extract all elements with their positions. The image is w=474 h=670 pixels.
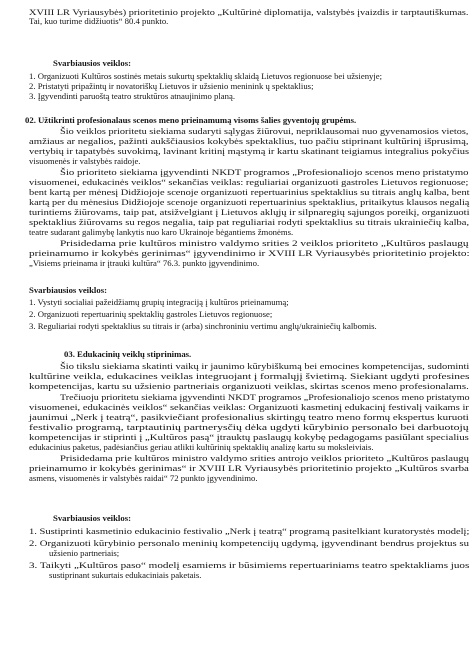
section-03-activities-heading: Svarbiausios veiklos:: [53, 513, 131, 523]
section-01-activities-heading: Svarbiausios veiklos:: [53, 58, 131, 68]
section-03-para2-line-3: jaunimui „Nerk į teatrą“, pasikviečiant profesionalius skirtingų teatro meno formų ekspertus kuruoti: [29, 412, 469, 422]
section-02-para2-line-3: bent kartą per mėnesį Didžiojoje scenoje organizuoti repertuarinius spektaklius su titrais anglų kalba, bent: [29, 187, 470, 197]
section-02-activity-3: 3. Reguliariai rodyti spektaklius su titrais ir (arba) sinchroniniu vertimu anglų/ukrainiečių kalbomis.: [29, 321, 377, 331]
section-02-para3-line-2: prieinamumo ir kokybės gerinimas“ įgyvendinimo ir XVIII LR Vyriausybės prioritetinio projekto:: [29, 248, 470, 258]
section-02-para2-line-2: visuomenei, edukacinės veiklos“ sekančias veiklas: reguliariai organizuoti gastroles Lietuvos regionuose;: [29, 177, 469, 187]
section-03-para1-line-1: Šio tikslu siekiama skatinti vaikų ir jaunimo kūrybiškumą bei emocines kompetencijas, sudominti: [60, 361, 470, 371]
section-02-para1-line-3: vertybių ir tapatybės suvokimą, lavinant kritinį mąstymą ir kartu skatinant teigiamus integralius pokyčius: [29, 146, 470, 156]
section-03-para2-line-6: edukacinius paketus, padėsiančius geriau atlikti kultūrinių spektaklių analizę kartu su moksleiviais.: [29, 442, 374, 452]
intro-line-2: Tai, kuo turime didžiuotis“ 80.4 punkto.: [29, 16, 169, 26]
section-03-para2-line-4: festivalio programą, tarptautinių partnerysčių dėka ugdyti kūrybinio personalo bei darbuotojų: [29, 422, 469, 432]
section-02-para3-line-3: „Visiems prieinama ir įtrauki kultūra“ 76.3. punkto įgyvendinimo.: [29, 258, 260, 268]
section-01-activity-2: 2. Pristatyti pripažintų ir novatoriškų Lietuvos ir užsienio meninink ų spektaklius;: [29, 81, 314, 91]
section-03-activity-2-cont: užsienio partneriais;: [49, 548, 120, 558]
section-02-activity-2: 2. Organizuoti repertuarinių spektaklių gastroles Lietuvos regionuose;: [29, 309, 273, 319]
section-01-activity-1: 1. Organizuoti Kultūros sostinės metais sukurtų spektaklių sklaidą Lietuvos regionuose bei užsienyje;: [29, 71, 383, 81]
section-02-activity-1: 1. Vystyti socialiai pažeidžiamų grupių integraciją į kultūros prieinamumą;: [29, 297, 289, 307]
section-02-para2-line-7: teatre sudarant galimybę lankytis nuo karo Ukrainoje bėgantiems žmonėms.: [29, 227, 294, 237]
section-02-para1-line-2: amžiaus ar negalios, pažinti aukščiausios kokybės spektaklius, tuo pačiu stiprinant kultūrinį išprusimą,: [29, 136, 469, 146]
section-02-para2-line-6: spektaklius žiūrovams su regos negalia, taip pat reguliariai rodyti spektaklius su titrais ukrainiečių kalba,: [29, 217, 470, 227]
section-03-heading: 03. Edukacinių veiklų stiprinimas.: [64, 349, 192, 359]
section-02-para2-line-1: Šio prioriteto siekiama įgyvendinti NKDT programos „Profesionaliojo scenos meno pristatymo: [60, 167, 469, 177]
section-01-activity-3: 3. Įgyvendinti paruoštą teatro struktūros atnaujinimo planą.: [29, 91, 236, 101]
section-02-para1-line-1: Šio veiklos prioritetu siekiama sudaryti sąlygas žiūrovui, nepriklausomai nuo gyvenamosios vietos,: [60, 126, 469, 136]
section-03-activity-2: 2. Organizuoti kūrybinio personalo meninių kompetencijų ugdymą, įgyvendinant bendrus projektus su: [29, 538, 469, 548]
section-02-para1-line-4: visuomenės ir valstybės raidoje.: [29, 156, 141, 166]
section-03-para2-line-5: kompetencijas ir stiprinti į „Kultūros pasą“ įtrauktų paslaugų kokybę pedagogams pasiūlant specialius: [29, 432, 469, 442]
section-03-activity-3: 3. Taikyti „Kultūros paso“ modelį esamiems ir būsimiems repertuariniams teatro spektakliams juos: [29, 560, 470, 570]
section-03-para1-line-2: kultūrine veikla, edukacines veiklas integruojant į formalųjį švietimą. Siekiant ugdyti profesines: [29, 371, 470, 381]
section-03-activity-1: 1. Sustiprinti kasmetinio edukacinio festivalio „Nerk į teatrą“ programą pasitelkiant kuratorystės modelį;: [29, 526, 470, 536]
section-02-para3-line-1: Prisidedama prie kultūros ministro valdymo srities 2 veiklos prioriteto „Kultūros paslaugų: [60, 238, 469, 248]
section-02-heading: 02. Užtikrinti profesionalaus scenos meno prieinamumą visoms šalies gyventojų grupėms.: [25, 115, 357, 125]
section-02-para2-line-5: turintiems žiūrovams, taip pat, atsižvelgiant į Lietuvos aklųjų ir silpnaregių sąjungos poreikį, organizuoti: [29, 207, 470, 217]
section-03-para1-line-3: kompetencijas, kartu su užsienio partneriais organizuoti veiklas, skirtas scenos meno profesionalams.: [29, 381, 469, 391]
section-03-activity-3-cont: sustiprinant sukurtais edukaciniais paketais.: [49, 570, 202, 580]
section-03-para3-line-3: asmens, visuomenės ir valstybės raidai“ 72 punkto įgyvendinimo.: [29, 473, 258, 483]
section-02-para2-line-4: kartą per du mėnesius Didžiojoje scenoje organizuoti repertuarinius spektaklius, pritaikytus klausos negalią: [29, 197, 470, 207]
section-03-para2-line-2: visuomenei, edukacinės veiklos“ sekančias veiklas: Organizuoti kasmetinį edukacinį festivalį vaikams ir: [29, 402, 469, 412]
section-03-para2-line-1: Trečiuoju prioritetu siekiama įgyvendinti NKDT programos „Profesionaliojo scenos meno pristatymo: [60, 392, 470, 402]
section-03-para3-line-2: prieinamumo ir kokybės gerinimas“ ir XVIII LR Vyriausybės prioritetinio projekto „Kultūros svarba: [29, 463, 469, 473]
intro-line-1: XVIII LR Vyriausybės) prioritetinio projekto „Kultūrinė diplomatija, valstybės įvaizdis ir tarptautiškumas.: [29, 7, 469, 17]
section-02-activities-heading: Svarbiausios veiklos:: [29, 285, 107, 295]
section-03-para3-line-1: Prisidedama prie kultūros ministro valdymo srities antrojo veiklos prioriteto „Kultūros paslaugų: [60, 453, 469, 463]
